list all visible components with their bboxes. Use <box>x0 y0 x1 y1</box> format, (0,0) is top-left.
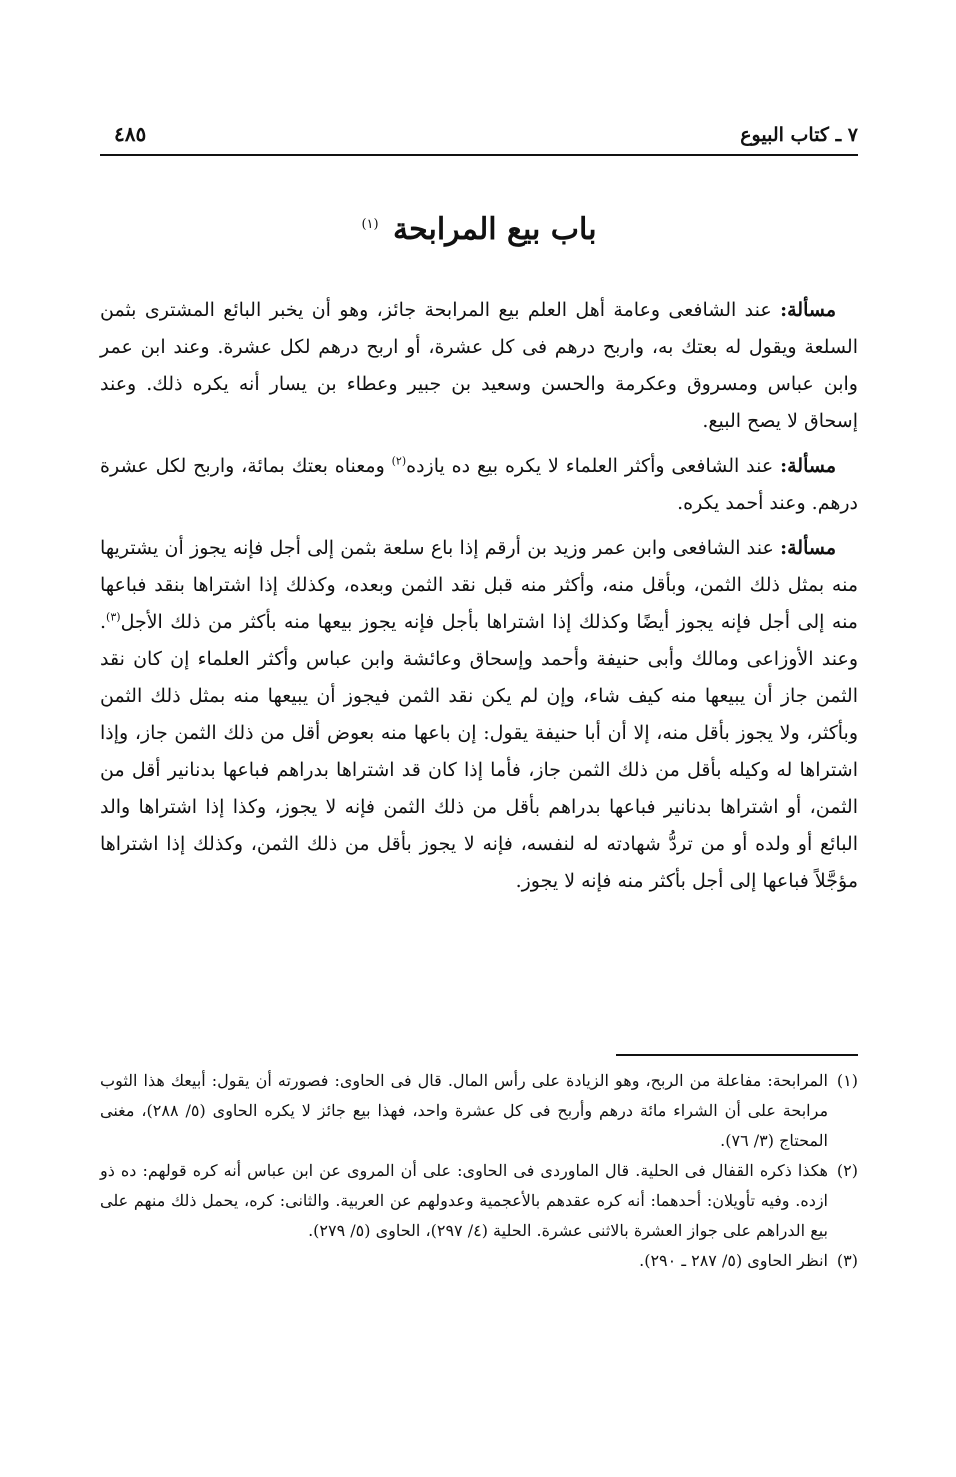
footnotes <box>100 1066 858 1276</box>
masala-text: عند الشافعى وعامة أهل العلم بيع المرابحة جائز، وهو أن يخبر البائع المشترى بثمن السلعة ويقول له بعتك به، واربح درهم فى كل عشرة، أو اربح درهم لكل عشرة. وعند ابن عمر وابن عباس ومسروق وعكرمة والحسن وسعيد بن جبير وعطاء بن يسار أنه يكره ذلك. وعند إسحاق لا يصح البيع. <box>100 299 858 432</box>
footnote-separator <box>616 1054 858 1056</box>
footnote-text: هكذا ذكره القفال فى الحلية. قال الماوردى فى الحاوى: على أن المروى عن ابن عباس أنه كره قولهم: ده ذو ازده. وفيه تأويلان: أحدهما: أنه كره عقدهم بالأعجمية وعدولهم عن العربية. والثانى: كره، يحمل ذلك منهم على بيع الدراهم على جواز العشرة بالاثنى عشرة. الحلية (٤/ ٢٩٧)، الحاوى (٥/ ٢٧٩). <box>100 1161 828 1240</box>
masala-text-continued: ومعناه بعتك بمائة، واربح لكل عشرة درهم. وعند أحمد يكره. <box>100 455 858 514</box>
running-title: ٧ ـ كتاب البيوع <box>740 124 858 146</box>
footnote-ref: (٢) <box>391 454 407 468</box>
footnote <box>100 1156 858 1246</box>
masala-term: مسألة: <box>780 455 836 477</box>
masala-term: مسألة: <box>780 537 836 559</box>
page-number: ٤٨٥ <box>114 122 147 146</box>
body-text <box>100 292 858 908</box>
masala-paragraph <box>100 530 858 900</box>
chapter-title-text: باب بيع المرابحة <box>393 212 597 247</box>
footnote <box>100 1066 858 1156</box>
footnote-text: انظر الحاوى (٥/ ٢٨٧ ـ ٢٩٠). <box>639 1251 828 1270</box>
footnote-number: (٢) <box>836 1161 858 1180</box>
footnote-number: (١) <box>836 1071 858 1090</box>
footnote <box>100 1246 858 1276</box>
footnote-ref: (٣) <box>106 610 121 624</box>
masala-text-continued: . وعند الأوزاعى ومالك وأبى حنيفة وأحمد وإسحاق وعائشة وابن عباس وأكثر العلماء إن كان نقد الثمن جاز أن يبيعها منه كيف شاء، وإن لم يكن نقد الثمن فيجوز أن يبيعها منه بمثل ذلك الثمن وبأكثر، ولا يجوز بأقل منه، إلا أن أبا حنيفة يقول: إن باعها منه بعوض أقل من ذلك الثمن جاز، وإذا اشتراها له وكيله بأقل من ذلك الثمن جاز، فأما إذا كان قد اشتراها بدراهم فباعها بدنانير أقل من الثمن، أو اشتراها بدنانير فباعها بدراهم بأقل من ذلك الثمن فإنه لا يجوز، وكذا إذا اشتراها والد البائع أو ولده أو من تردُّ شهادته له لنفسه، فإنه لا يجوز بأقل من ذلك الثمن، وكذلك إذا اشتراها مؤجَّلاً فباعها إلى أجل بأكثر منه فإنه لا يجوز. <box>100 611 858 892</box>
masala-paragraph <box>100 292 858 440</box>
masala-paragraph <box>100 448 858 522</box>
masala-text: عند الشافعى وابن عمر وزيد بن أرقم إذا باع سلعة بثمن إلى أجل فإنه يجوز أن يشتريها منه بمثل ذلك الثمن، وبأقل منه، وأكثر منه قبل نقد الثمن وبعده، وكذلك إذا اشتراها بنقد فباعها منه إلى أجل فإنه يجوز أيضًا وكذلك إذا اشتراها بأجل فإنه يجوز بيعها منه بأكثر من ذلك الأجل <box>100 537 858 633</box>
footnote-number: (٣) <box>836 1251 858 1270</box>
footnote-text: المرابحة: مفاعلة من الربح، وهو الزيادة على رأس المال. قال فى الحاوى: فصورته أن يقول: أبيعك هذا الثوب مرابحة على أن الشراء مائة درهم وأربح فى كل عشرة واحد، فهذا بيع جائز لا يكره الحاوى (٥/ ٢٨٨)، مغنى المحتاج (٣/ ٧٦). <box>100 1071 829 1150</box>
chapter-footnote-ref: (١) <box>361 217 379 232</box>
page-header <box>100 112 858 156</box>
masala-text: عند الشافعى وأكثر العلماء لا يكره بيع ده يازده <box>406 455 774 477</box>
chapter-title <box>100 212 858 247</box>
masala-term: مسألة: <box>780 299 836 321</box>
